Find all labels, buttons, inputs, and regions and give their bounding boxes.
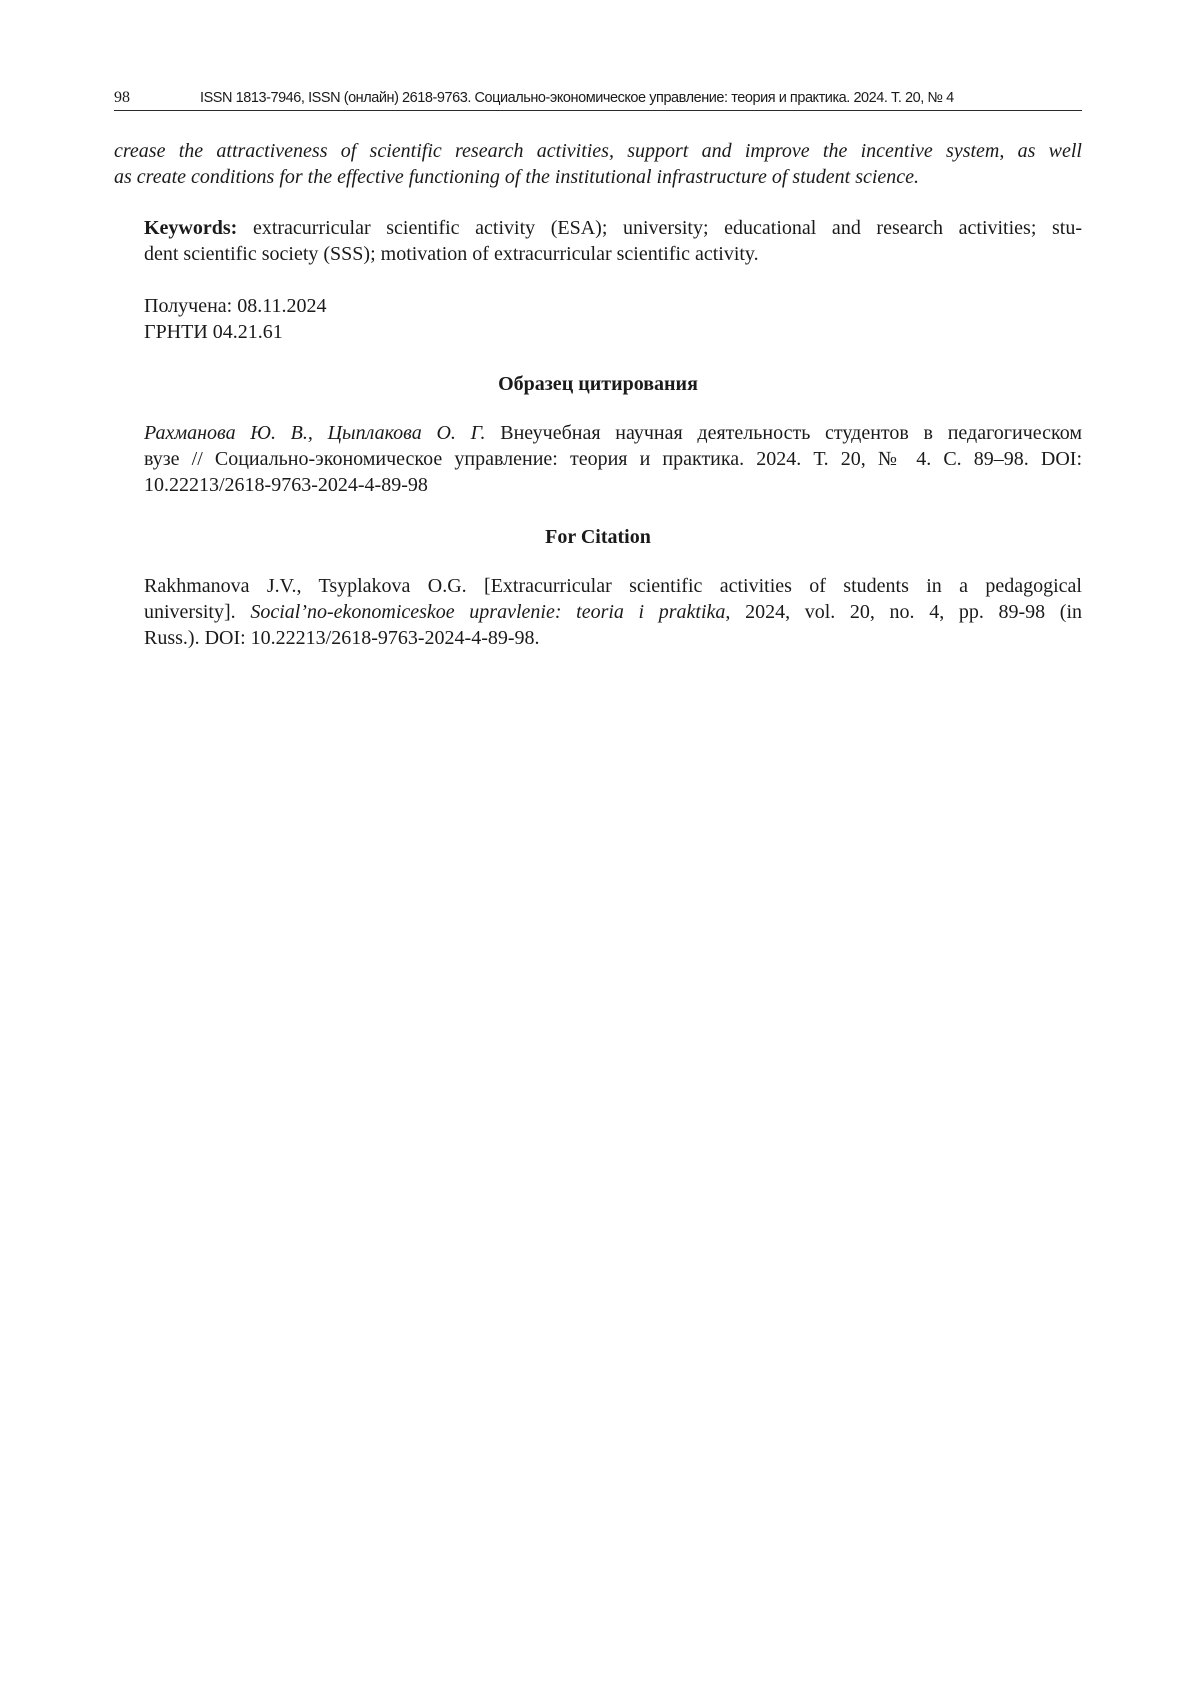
keywords-label: Keywords: <box>144 217 238 239</box>
citation-heading-ru: Образец цитирования <box>498 373 698 395</box>
citation-en-university: university]. <box>144 601 236 623</box>
citation-en-details: , 2024, vol. 20, no. 4, pp. 89-98 (in <box>725 601 1083 623</box>
citation-ru-line-2: вузе // Социально-экономическое управление: теория и практика. 2024. Т. 20, № 4. С. 89–98. DOI: <box>144 448 1082 470</box>
abstract-line-1: crease the attractiveness of scientific research activities, support and improve the incentive system, as well <box>114 140 1082 162</box>
document-page <box>114 0 1082 1698</box>
received-date: Получена: 08.11.2024 <box>144 295 327 317</box>
citation-ru-title: Внеучебная научная деятельность студентов в педагогическом <box>500 422 1082 444</box>
keywords-paragraph <box>114 215 1082 267</box>
citation-ru <box>114 420 1082 498</box>
citation-en-doi: Russ.). DOI: 10.22213/2618-9763-2024-4-89-98. <box>144 627 540 649</box>
citation-heading-en: For Citation <box>545 526 651 548</box>
running-head <box>114 86 1082 111</box>
citation-en-line-1: Rakhmanova J.V., Tsyplakova O.G. [Extracurricular scientific activities of students in a pedagogical <box>144 575 1082 597</box>
citation-ru-authors: Рахманова Ю. В., Цыплакова О. Г. <box>144 422 486 444</box>
keywords-line-2: dent scientific society (SSS); motivation of extracurricular scientific activity. <box>144 243 759 265</box>
journal-header: ISSN 1813-7946, ISSN (онлайн) 2618-9763. Социально-экономическое управление: теория и практика. 2024. Т. 20, № 4 <box>200 90 954 106</box>
abstract-line-2: as create conditions for the effective functioning of the institutional infrastructure of student science. <box>114 166 920 188</box>
keywords-text-1: extracurricular scientific activity (ESA); university; educational and research activities; stu- <box>252 217 1082 239</box>
citation-ru-line-1 <box>114 420 1082 446</box>
citation-en <box>114 573 1082 651</box>
page-number: 98 <box>114 89 130 106</box>
received-info <box>144 293 327 345</box>
citation-en-journal: Social’no-ekonomiceskoe upravlenie: teoria i praktika <box>250 601 726 623</box>
citation-ru-doi: 10.22213/2618-9763-2024-4-89-98 <box>144 474 428 496</box>
grnti-code: ГРНТИ 04.21.61 <box>144 321 283 343</box>
abstract-continuation <box>114 138 1082 190</box>
citation-en-line-2 <box>114 599 1082 625</box>
keywords-line-1 <box>114 215 1082 241</box>
